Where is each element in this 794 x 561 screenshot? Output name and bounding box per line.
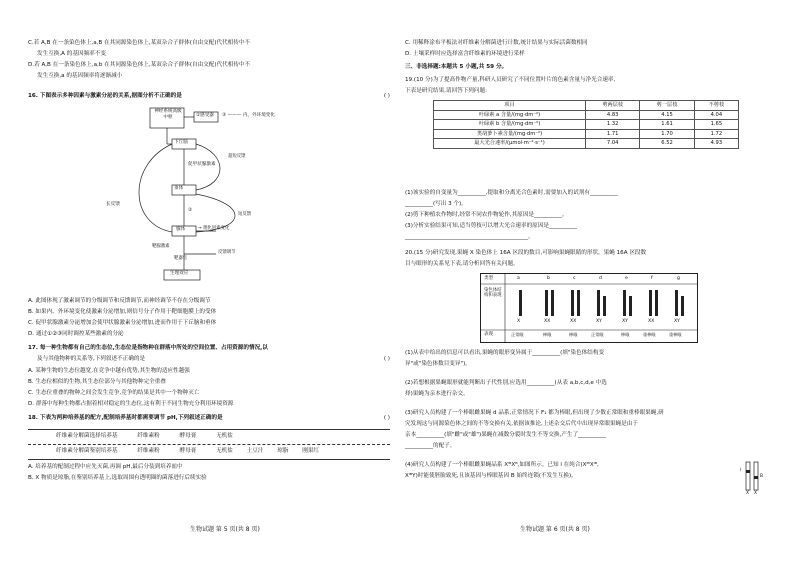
q18-stem: 18. 下表为两种培养基的配方,配制培养基时都需要调节 pH,下列叙述正确的是 <box>28 415 223 421</box>
hormone-label: 靶腺激素 <box>152 244 170 249</box>
gland-box: 腺体 <box>176 227 186 232</box>
cell: 刚果红 <box>302 448 320 454</box>
pheno-label: 棒眼 <box>621 332 630 337</box>
table-row <box>434 110 739 120</box>
hypothalamus-box: 下丘脑 <box>174 140 188 145</box>
page-footer: 生物试题 第 6 页(共 8 页) <box>520 526 590 533</box>
sub-question: (1)该实验的自变量为__________,提取和分离光合色素时,需要加入的试剂有__________ <box>405 190 618 196</box>
col-label: b <box>547 276 550 281</box>
sub-question: 究发现这与同源染色体之间的不等交换有关,依据该推论,上述杂交后代中出现异常眼果蝇是由于 <box>405 421 638 427</box>
pheno-label: 重棒眼 <box>669 332 682 337</box>
cell: 无机盐 <box>216 433 233 439</box>
feedback-label: 反馈调节 <box>218 250 236 255</box>
section-heading: 三、非选择题:本题共 5 小题,共 59 分。 <box>405 64 508 70</box>
cell: 无机盐 <box>216 448 233 454</box>
q20-stem: 20.(15 分)研究发现,果蝇 X 染色体上 16A 区段的数目,可影响果蝇眼睛的形状。果蝇 16A 区段数 <box>405 250 647 256</box>
chrom-label: XY <box>674 319 680 324</box>
col-label: d <box>599 276 602 281</box>
answer-paren: ( ) <box>383 415 390 421</box>
pheno-label: 棒眼 <box>543 332 552 337</box>
q17-stem2: 及与其他物种的关系等,下列叙述不正确的是 <box>37 356 146 362</box>
sub-question: (3)分析实验结果可知,适当剪枝可以增大光合速率的原因是__________ <box>405 223 577 229</box>
text-line: D. 土壤采样时应选择富含纤维素的环境进行采样 <box>405 51 525 57</box>
text-line: 发生互换,a 的基因频率将逐渐减小 <box>37 73 123 79</box>
table-header <box>434 101 739 111</box>
answer-paren: ( ) <box>383 93 390 99</box>
sub-question: 择)果蝇为亲本进行杂交。 <box>405 391 469 397</box>
sub-question: __________的配子。 <box>405 443 456 449</box>
cortex-box: 神经系统高级中枢 <box>154 109 182 120</box>
q20-stem2: 目与眼形的关系见下表,请分析回答有关问题。 <box>405 261 519 267</box>
header-cell: 项目 <box>434 101 586 111</box>
table-row <box>434 129 739 139</box>
target-cell-label: 靶器官 <box>174 256 188 261</box>
cell: 4.83 <box>585 110 639 120</box>
cell: 琼脂 <box>277 448 289 454</box>
cell: 4.04 <box>694 110 738 120</box>
q17-stem: 17. 每一种生物都有自己的生态位,生态位是指物种在群落中所处的空间位置、占用资源的情况,以 <box>28 345 268 351</box>
cell: 1.70 <box>640 129 694 139</box>
chrom-label: XY <box>622 319 628 324</box>
feedback-label: 长反馈 <box>106 202 120 207</box>
option: A. 培养基的配制过程中应先灭菌,再调 pH,最后分装到培养皿中 <box>28 464 183 470</box>
page-footer: 生物试题 第 5 页(共 8 页) <box>190 526 260 533</box>
option: A. 某种生物的生态位越宽,在竞争中越有优势,其生物的适应性越强 <box>28 368 190 374</box>
pheno-label: 棒眼 <box>569 332 578 337</box>
pituitary-box: 垂体 <box>174 186 184 191</box>
option: D. 群落中每种生物都占据着相对稳定的生态位,这有利于不同生物充分利用环境资源 <box>28 401 234 407</box>
fly-chromosome-figure <box>480 273 698 343</box>
option: C. 生态位重叠的物种之间会发生竞争,竞争的结果是其中一个物种灭亡 <box>28 390 200 396</box>
chrom-label: XX <box>544 319 551 324</box>
sub-question: (3)研究人员构建了一个棒眼雌果蝇 d 品系,正常情况下 F₁ 都为棒眼,但出现了少数正常眼和重棒眼果蝇,研 <box>405 410 664 416</box>
option: C. 促甲状腺激素分泌增加会使甲状腺激素分泌增加,进而作用于下丘脑和垂体 <box>28 320 217 326</box>
option: D. 通过①②③同时调控某些激素的分泌 <box>28 331 124 337</box>
cell: 叶绿素 a 含量/(mg·dm⁻²) <box>434 110 586 120</box>
text-line: 发生互换,A 的基因频率不变 <box>37 51 106 57</box>
sub-question: (2)若想根据果蝇眼形就能判断出子代性别,应选用__________(从表 a,b,c,d,e 中选 <box>405 380 607 386</box>
diagram-lines <box>98 104 328 296</box>
col-label: e <box>625 276 628 281</box>
cell: 1.72 <box>694 129 738 139</box>
chrom-label: XX <box>648 319 655 324</box>
table-rule <box>28 444 390 445</box>
q19-table <box>433 100 739 149</box>
cell: 纤维素粉 <box>137 448 160 454</box>
pheno-label: 表现 <box>484 332 494 337</box>
header-cell: 剪两层枝 <box>585 101 639 111</box>
col-label: f <box>651 276 653 281</box>
cell: 1.71 <box>585 129 639 139</box>
cell: 最大光合速率/(μmol·m⁻²·s⁻¹) <box>434 139 586 149</box>
row-label: 染色体结构和表现 <box>484 288 502 299</box>
cell: 1.65 <box>694 120 738 130</box>
col-label: g <box>677 276 680 281</box>
media-row <box>56 433 233 440</box>
answer-paren: ( ) <box>383 356 390 362</box>
hormone-diagram <box>98 104 328 296</box>
table-row <box>434 139 739 149</box>
receptor-label: ①感受器 <box>196 113 214 118</box>
chromosome-pair <box>740 460 766 500</box>
pheno-label: 正常眼 <box>511 332 524 337</box>
sub-question: ____________________________________________。 <box>405 234 534 240</box>
cell: 类胡萝卜素含量/(mg·dm⁻²) <box>434 129 586 139</box>
chrom-label: X <box>754 491 758 496</box>
chrom-label: XY <box>596 319 602 324</box>
cell: 酵母膏 <box>179 448 197 454</box>
media-row <box>56 448 319 455</box>
chrom-label: X <box>517 319 521 324</box>
chromosome-pair-figure <box>740 460 766 500</box>
cell: 1.61 <box>640 120 694 130</box>
chrom-label: X <box>746 491 750 496</box>
col-label: a <box>517 276 520 281</box>
text-line: C.若 A,B 在一条染色体上,a,B 在其同源染色体上,某双杂合子群体(自由交配)代代相传中不 <box>28 40 251 46</box>
sub-question: (4)研究人员构建了一个棒眼雌果蝇品系 XˡᴮXᴮ,如图所示。已知 l 在纯合(XˡᴮXˡᴮ, <box>405 462 599 468</box>
option: B. 如果内、外环境变化使激素分泌增加,则信号分子作用于靶细胞膜上的受体 <box>28 309 217 315</box>
cell: 6.52 <box>640 139 694 149</box>
q19-stem2: 下表是研究结果,请回答下列问题: <box>405 88 487 94</box>
type-label: 类型 <box>484 276 494 281</box>
sub-question: (2)剪下种植农作物时,经常不同农作物轮作,其原因是__________。 <box>405 212 568 218</box>
hormone-label: 促甲状腺激素 <box>188 162 216 167</box>
header-cell: 剪一层枝 <box>640 101 694 111</box>
gene-label: l <box>740 468 742 473</box>
cell: 纤维素粉 <box>137 433 160 439</box>
chrom-label: XX <box>570 319 577 324</box>
pheno-label: 重棒眼 <box>643 332 656 337</box>
cell: 土豆汁 <box>246 448 264 454</box>
sub-question: 亲本__________(填"雌"或"雄")果蝇在减数分裂时发生不等交换,产生了__________ <box>405 432 607 438</box>
q19-stem: 19.(10 分)为了提高作物产量,科研人员研究了不同位置叶片的色素含量与净光合速率, <box>405 77 616 83</box>
cell: 1.32 <box>585 120 639 130</box>
header-cell: 不剪枝 <box>694 101 738 111</box>
effect-box: 生理效应 <box>170 271 189 276</box>
option: A. 此图体现了激素调节的分级调节和反馈调节,而神经调节不存在分级调节 <box>28 298 211 304</box>
text-line: D.若 A,B 在一条染色体上,a,b 在其同源染色体上,某双杂合子群体(自由交配)代代相传中不 <box>28 62 251 68</box>
q16-stem: 16. 下图表示多种因素与激素分泌的关系,据图分析不正确的是 <box>28 93 182 99</box>
cell: 4.93 <box>694 139 738 149</box>
table-rule <box>28 459 390 460</box>
pheno-label: 正常眼 <box>591 332 604 337</box>
hormone-label: ② <box>188 208 193 213</box>
cell: 叶绿素 b 含量/(mg·dm⁻²) <box>434 120 586 130</box>
table-rule <box>28 429 390 430</box>
gene-label: B <box>760 474 764 479</box>
option: B. 生态位相似的生物,其生态位部分与其他物种完全重叠 <box>28 379 166 385</box>
cell: 7.04 <box>585 139 639 149</box>
cell: 4.15 <box>640 110 694 120</box>
sub-question: XˡᴮY)时能使胚胎致死,且该基因与棒眼基因 B 始终连锁(不发生互换)。 <box>405 473 577 479</box>
col-label: c <box>573 276 576 281</box>
option: B. X 物质是琼脂,在鉴别培养基上,选取周围有透明圈的菌落进行后续实验 <box>28 475 207 481</box>
cell: 纤维素分解菌选择培养基 <box>56 433 118 439</box>
cell: 酵母膏 <box>179 433 197 439</box>
table-row <box>434 120 739 130</box>
left-column <box>28 40 390 531</box>
feedback-label: 超短反馈 <box>228 154 246 159</box>
cell: 纤维素分解菌鉴别培养基 <box>56 448 118 454</box>
sub-question: (1)从表中给出的信息可以看出,果蝇的眼形变异属于__________(填"染色体结构变 <box>405 350 605 356</box>
text-line: C. 用稀释涂布平板法对纤维素分解菌进行计数,统计结果与实际活菌数相同 <box>405 40 588 46</box>
stimulus-label: ③ ——— 内、外环境变化 <box>222 113 275 118</box>
sub-question: __________(写出 3 个)。 <box>405 201 467 207</box>
right-column <box>405 40 767 531</box>
sub-question: 异"或"染色体数目变异")。 <box>405 361 471 367</box>
feedback-label: 短反馈 <box>238 212 252 217</box>
target-text: → 理化因素变化 <box>198 226 230 231</box>
